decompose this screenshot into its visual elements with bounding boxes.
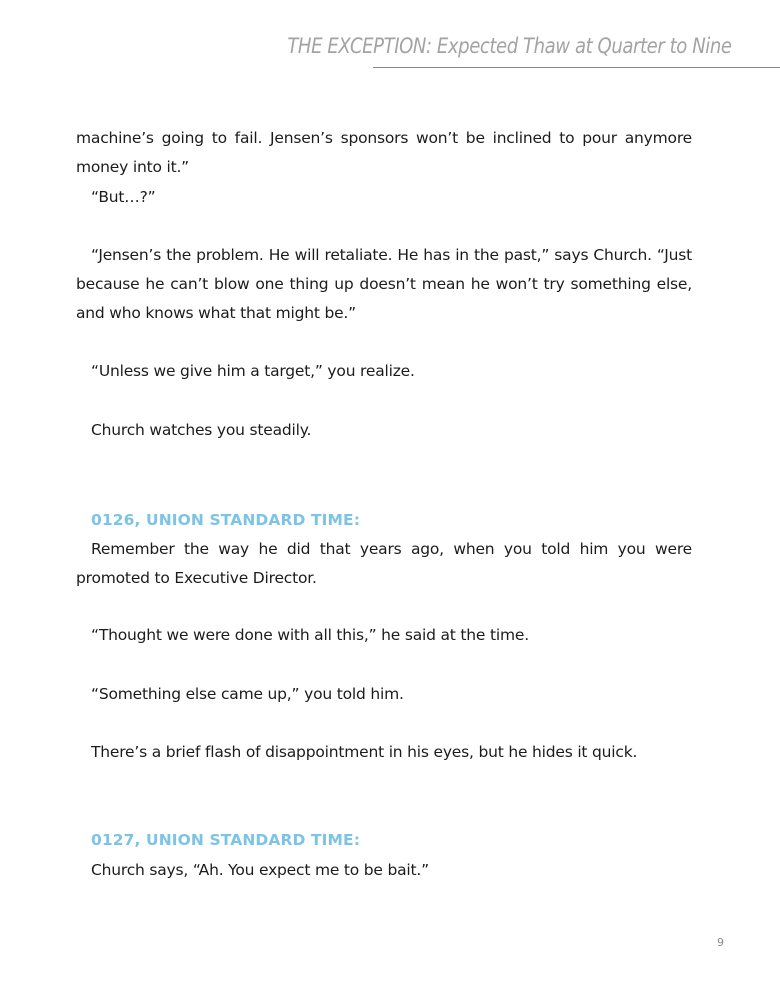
paragraph: There’s a brief flash of disappointment in his eyes, but he hides it quick. bbox=[91, 743, 638, 761]
running-header: THE EXCEPTION: Expected Thaw at Quarter to Nine bbox=[287, 34, 732, 58]
paragraph: “Jensen’s the problem. He will retaliate. He has in the past,” says Church. “Just because he can’t blow one thing up doesn’t mean he won’t try something else, and who knows what that might be.” bbox=[76, 246, 692, 322]
paragraph: “But…?” bbox=[91, 188, 156, 206]
paragraph: “Something else came up,” you told him. bbox=[91, 685, 404, 703]
paragraph: Remember the way he did that years ago, when you told him you were promoted to Executive Director. bbox=[76, 540, 692, 587]
paragraph: Church watches you steadily. bbox=[91, 421, 312, 439]
section-heading: 0127, UNION STANDARD TIME: bbox=[91, 831, 361, 849]
page-number: 9 bbox=[717, 936, 724, 949]
paragraph: “Thought we were done with all this,” he said at the time. bbox=[91, 626, 529, 644]
header-rule bbox=[373, 67, 780, 68]
paragraph: Church says, “Ah. You expect me to be bait.” bbox=[91, 861, 429, 879]
paragraph: machine’s going to fail. Jensen’s sponsors won’t be inclined to pour anymore money into it.” bbox=[76, 129, 692, 176]
paragraph: “Unless we give him a target,” you realize. bbox=[91, 362, 415, 380]
section-heading: 0126, UNION STANDARD TIME: bbox=[91, 511, 361, 529]
